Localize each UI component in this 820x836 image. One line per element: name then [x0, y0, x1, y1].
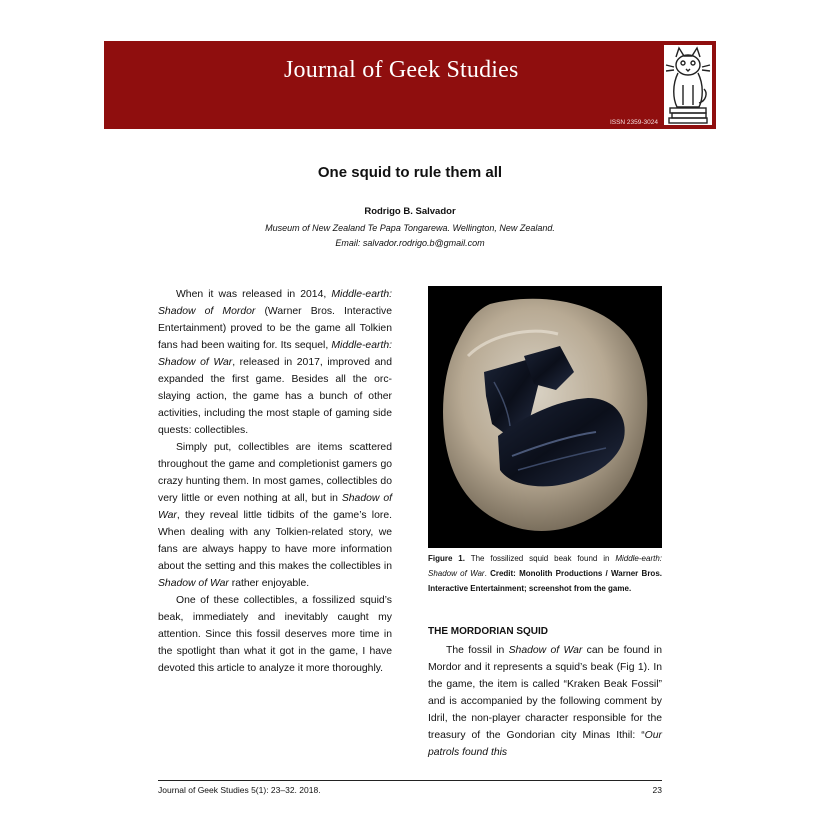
- game-title-italic: Shadow of War: [158, 578, 229, 589]
- quote-italic: Our patrols found this: [428, 730, 662, 758]
- page-number: 23: [652, 785, 662, 795]
- paragraph-fossil: One of these collectibles, a fossilized squid’s beak, immediately and inevitably caught my attention. Since this fossil deserves more time in the spotlight than what it got in the game, I have devoted this article to analyze it more thoroughly.: [158, 595, 392, 674]
- caption-text: .: [484, 569, 491, 578]
- caption-credit: Credit: Monolith Productions / Warner Bros. Interactive Entertainment; screenshot from the game.: [428, 569, 662, 593]
- caption-label: Figure 1.: [428, 554, 465, 563]
- author-email: Email: salvador.rodrigo.b@gmail.com: [335, 238, 485, 248]
- text-run: Simply put, collectibles are items scattered throughout the game and completionist gamers go crazy hunting them. In most games, collectibles do very little or even nothing at all, but in: [158, 442, 392, 504]
- author-name: Rodrigo B. Salvador: [364, 206, 456, 217]
- game-title-italic: Shadow of War: [508, 645, 583, 656]
- paragraph-mordorian-squid: [428, 642, 662, 761]
- fossil-squid-beak-image: [428, 286, 662, 548]
- cat-on-books-logo-icon: [664, 45, 712, 125]
- issn-label: ISSN 2359-3024: [609, 119, 658, 126]
- journal-header-banner: [104, 41, 716, 129]
- game-title-italic: Middle-earth: Shadow of War: [158, 340, 392, 368]
- text-run: , they reveal little tidbits of the game’s lore. When dealing with any Tolkien-related story, we fans are always happy to have more information about the setting and this makes the collectibles in: [158, 510, 392, 572]
- caption-text: The fossilized squid beak found in: [464, 554, 616, 563]
- paragraph-intro: [158, 286, 392, 439]
- text-run: , released in 2017, improved and expanded the first game. Besides all the orc-slaying action, the game has a bunch of other activities, including the most staple of gaming side quests: collectibles.: [158, 357, 392, 436]
- figure-caption: [428, 551, 662, 596]
- author-affiliation: Museum of New Zealand Te Papa Tongarewa. Wellington, New Zealand.: [265, 223, 555, 233]
- footer-citation: Journal of Geek Studies 5(1): 23–32. 2018.: [158, 785, 321, 795]
- game-title-italic: Middle-earth: Shadow of Mordor: [158, 289, 392, 317]
- left-column-body: [158, 286, 392, 677]
- article-title: One squid to rule them all: [317, 164, 503, 181]
- right-column-body: [428, 642, 662, 761]
- section-heading: THE MORDORIAN SQUID: [428, 626, 548, 637]
- journal-title: Journal of Geek Studies: [284, 57, 519, 83]
- footer-divider: [158, 780, 662, 781]
- paragraph-collectibles: [158, 439, 392, 592]
- text-run: can be found in Mordor and it represents a squid’s beak (Fig 1). In the game, the item is called “Kraken Beak Fossil” and is accompanied by the following comment by Idril, the non-player character responsible for the treasury of the Gondorian city Minas Ithil: “: [428, 645, 663, 741]
- text-run: (Warner Bros. Interactive Entertainment) proved to be the game all Tolkien fans had been waiting for. Its sequel,: [158, 306, 392, 351]
- text-run: The fossil in: [446, 645, 509, 656]
- text-run: rather enjoyable.: [228, 578, 310, 589]
- caption-game-title: Middle-earth: Shadow of War: [428, 554, 662, 578]
- text-run: When it was released in 2014,: [176, 289, 332, 300]
- game-title-italic: Shadow of War: [158, 493, 392, 521]
